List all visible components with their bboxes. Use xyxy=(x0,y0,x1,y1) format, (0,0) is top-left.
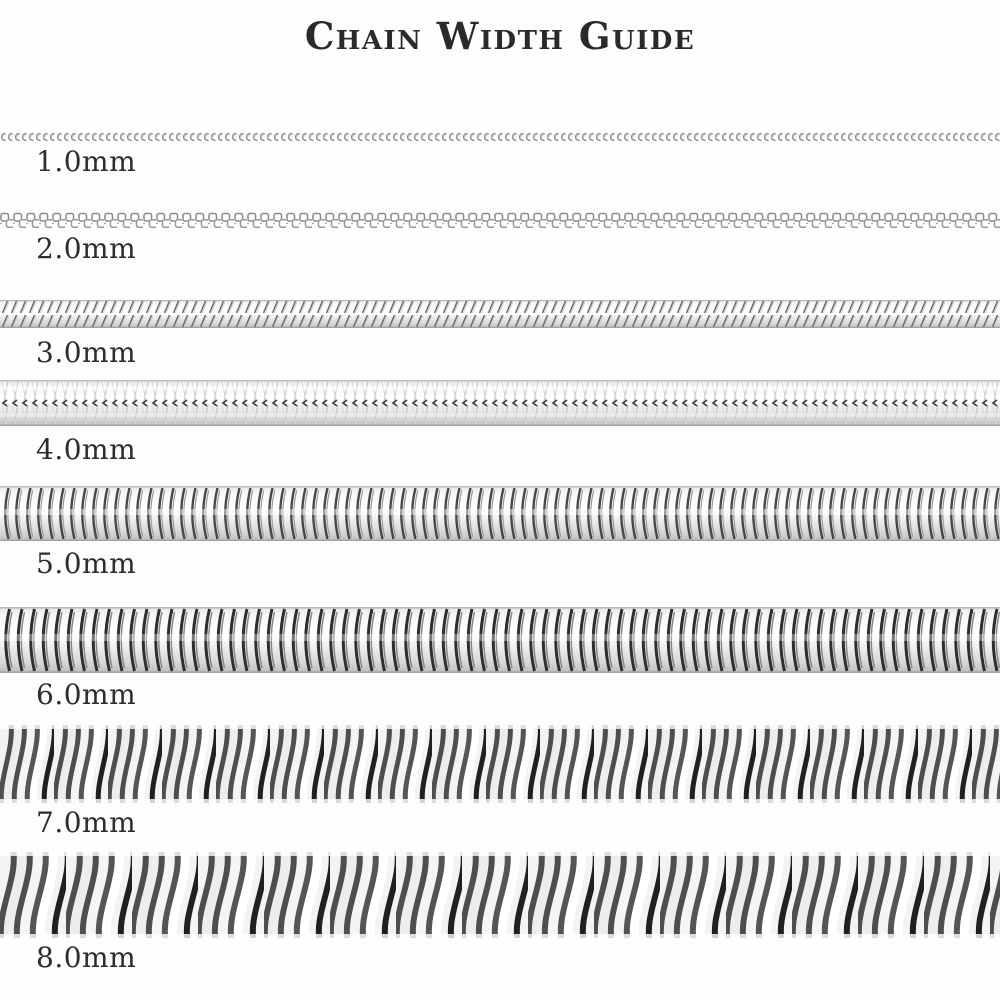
chain-image-1-0mm-curb xyxy=(0,132,1000,142)
chain-image-5-0mm-snake xyxy=(0,486,1000,541)
chain-width-label-4-0mm: 4.0mm xyxy=(36,433,137,466)
chain-width-label-3-0mm: 3.0mm xyxy=(36,336,137,369)
chain-width-label-8-0mm: 8.0mm xyxy=(36,941,137,974)
chain-width-label-5-0mm: 5.0mm xyxy=(36,547,137,580)
chain-width-label-1-0mm: 1.0mm xyxy=(36,145,137,178)
chain-image-7-0mm-rope xyxy=(0,725,1000,803)
chain-width-label-2-0mm: 2.0mm xyxy=(36,232,137,265)
chain-image-6-0mm-snake xyxy=(0,607,1000,673)
chain-image-8-0mm-rope xyxy=(0,852,1000,938)
chain-width-label-6-0mm: 6.0mm xyxy=(36,678,137,711)
chain-image-3-0mm-snake xyxy=(0,300,1000,328)
page-title: Chain Width Guide xyxy=(304,14,696,58)
chain-width-label-7-0mm: 7.0mm xyxy=(36,806,137,839)
chain-image-4-0mm-snake xyxy=(0,380,1000,426)
chain-image-2-0mm-box xyxy=(0,211,1000,230)
